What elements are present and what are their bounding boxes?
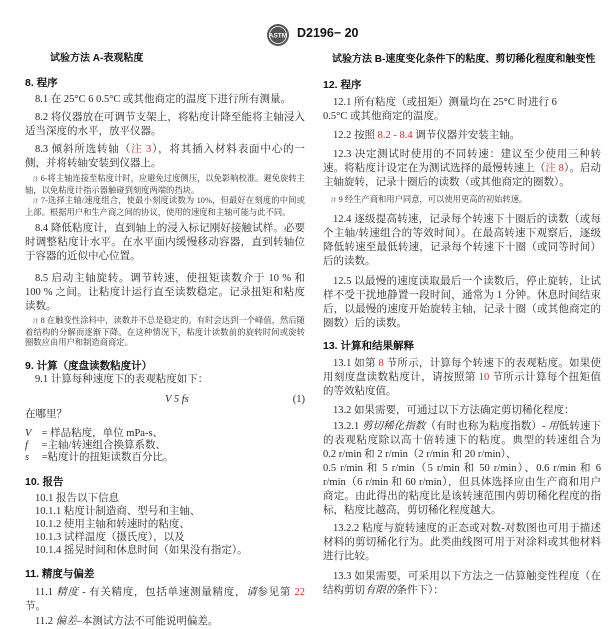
astm-logo: [266, 23, 290, 47]
definition-text: =主轴/转速组合换算系数、: [39, 439, 166, 451]
text-run: 9.1 计算每种速度下的表观粘度如下：: [35, 373, 209, 385]
section-11-heading: 11. 精度与偏差: [25, 567, 95, 580]
text-run: 8.2 将仪器放在可调节支架上，将粘度计降至能将主轴浸入适当深度的水平，放平仪器。: [25, 112, 305, 137]
definition-v: [25, 428, 305, 440]
paragraph-13-2-1: [323, 420, 601, 518]
cross-reference-link[interactable]: 8: [378, 357, 384, 369]
definition-symbol: V: [25, 427, 32, 439]
cross-reference-link[interactable]: 22: [294, 586, 306, 598]
text-run: 有限的: [365, 584, 397, 596]
text-run: 节所示计算每个扭矩值的等效粘度值。: [323, 371, 602, 397]
text-run: –本测试方法不可能说明偏差。: [76, 615, 219, 627]
paragraph-8-3: [25, 143, 305, 171]
paragraph-8-5: [25, 272, 305, 314]
method-b-title: 试验方法 B-速度变化条件下的粘度、剪切稀化程度和触变性: [332, 54, 596, 65]
right-column: [323, 53, 601, 598]
text-run: 调节仪器并安装主轴。: [412, 130, 521, 141]
text-run: 12.3 决定测试时使用的不同转速：建议至少使用三种转速。将粘度计设定在为测试选择的最慢转速上（: [323, 149, 601, 174]
text-run: ），将其插入材料表面中心的一侧，并将转轴安装到仪器上。: [25, 144, 305, 169]
text-run: 精度: [56, 586, 79, 598]
text-run: 参见第: [257, 586, 295, 598]
report-item: 10.1.2 使用主轴和转速时的粘度、: [35, 518, 190, 530]
paragraph-13-2-2: [323, 522, 601, 564]
report-item: 10.1 报告以下信息: [35, 492, 119, 504]
note-9: [323, 195, 601, 207]
text-run: 剪切稀化指数: [361, 420, 426, 432]
paragraph-8-1: [25, 93, 305, 107]
method-a-title: 试验方法 A-表观粘度: [50, 53, 144, 64]
text-run: 11.1: [35, 586, 57, 598]
paragraph-9-1: [25, 373, 305, 387]
text-run: 12.4 逐级提高转速，记录每个转速下十圈后的读数（或每个主轴/转速组合的等效时间）。在最高转速下观察后，逐级降低转速至最低转速，记录每个转速下十圈（或同等时间）后的读数。: [323, 213, 601, 267]
paragraph-13-2: [323, 404, 601, 418]
text-run: 节所示，计算每个转速下的表观粘度。如果使用刻度盘读数粘度计，请按照第: [323, 357, 602, 383]
paragraph-12-5: [323, 275, 601, 331]
paragraph-8-4: [25, 222, 305, 264]
section-9-heading: 9. 计算（度盘读数粘度计）: [25, 359, 153, 372]
equation-1: [25, 393, 305, 407]
text-run: 8.5 启动主轴旋转。调节转速，使扭矩读数介于 10 % 和 100 % 之间。让粘度计运行直至读数稳定。记录扭矩和粘度读数。: [25, 273, 305, 312]
section-13-heading: 13. 计算和结果解释: [323, 339, 415, 352]
paragraph-12-3: [323, 148, 601, 190]
paragraph-12-2: [323, 129, 601, 143]
text-run: 12.1 所有粘度（或扭矩）测量均在 25°C 时进行 6 0.5°C 或其他商定的温度。: [323, 97, 557, 122]
cross-reference-link[interactable]: 8.2 - 8.4: [377, 130, 413, 141]
section-8-heading: 8. 程序: [25, 77, 58, 89]
paragraph-8-2: [25, 111, 305, 139]
equation-formula: V 5 fs: [165, 393, 189, 405]
text-run: 6-将主轴连接至粘度计时，应避免过度侧压，以免影响校准。避免旋转主轴，以免粘度计指示器触碰到刻度两端的挡块。: [25, 174, 305, 195]
text-run: 11.2: [35, 615, 56, 627]
paragraph-12-4: [323, 213, 601, 269]
left-column: [25, 52, 305, 629]
text-run: 12.5 以最慢的速度读取最后一个读数后，停止旋转，让试样不受干扰地静置一段时间，通常为 1 分钟。休息时间结束后，以最慢的速度开始旋转主轴，记录十圈（或其他商定的圈数）后的读数。: [323, 275, 601, 329]
definition-symbol: f: [25, 439, 28, 451]
note-label: 注: [33, 319, 39, 325]
text-run: 7-选择主轴/速度组合，使最小刻度读数为 10%，但最好在刻度的中间或上部。根据用户和生产商之间的协议，使用的速度和主轴可能与此不同。: [25, 196, 305, 217]
text-run: 8.3 倾斜所选转轴（: [35, 144, 132, 155]
paragraph-12-1: [323, 96, 601, 124]
text-run: 13.2 如果需要，可通过以下方法确定剪切稀化程度：: [333, 404, 575, 416]
note-label: 注: [33, 199, 39, 205]
text-run: 偏差: [55, 615, 77, 627]
paragraph-11-2: [25, 615, 305, 629]
svg-text:ASTM: ASTM: [268, 32, 288, 40]
paragraph-13-1: [323, 357, 601, 399]
text-run: 13.2.1: [333, 420, 362, 432]
section-12-heading: 12. 程序: [323, 79, 362, 91]
definition-text: =粘度计的扭矩读数百分比。: [39, 451, 174, 463]
definition-text: = 样品粘度，单位 mPa-s、: [39, 427, 164, 439]
text-run: 13.2.2 粘度与旋转速度的正态或对数-对数图也可用于描述材料的剪切稀化行为。此类曲线图可用于对涂料或其他材料进行比较。: [323, 522, 601, 562]
document-code: D2196− 20: [297, 26, 359, 40]
definition-f: [25, 440, 305, 452]
text-run: 13.1 如第: [333, 357, 379, 369]
note-label: 注: [33, 177, 39, 183]
text-run: 13.3 如果需要，可采用以下方法之一估算触变性程度（在结构剪切: [323, 570, 601, 596]
text-run: ）。启动主轴旋转，记录十圈后的读数（或其他商定的圈数）。: [323, 163, 602, 188]
text-run: 8.4 降低粘度计，直到轴上的浸入标记刚好接触试样。必要时调整粘度计水平。在水平面内缓慢移动容器，直到转轴位于容器的近似中心位置。: [25, 223, 305, 262]
text-run: 低转速下的表观粘度除以高十倍转速下的粘度。典型的转速组合为 0.2 r/min 和 2 r/min（2 r/min 和 20 r/min）、 0.5 r/min 和 5 r/min（5 r/min 和 50 r/min）、0.6 r/min 和 6 r/min（6 r/min 和 60 r/min），但具体选择应由生产商和用户商定。由此得出的粘度比是该转速范围内剪切稀化程度的指标，粘度比越高，剪切稀化程度越大。: [323, 420, 602, 516]
equation-number: (1): [292, 393, 305, 405]
definition-s: [25, 452, 305, 464]
text-run: 请: [246, 586, 258, 598]
paragraph-13-3: [323, 570, 601, 598]
report-item: 10.1.4 摇晃时间和休息时间（如果没有指定）。: [35, 544, 248, 556]
definition-symbol: s: [25, 451, 30, 463]
note-7: [25, 196, 305, 218]
text-run: 12.2 按照: [333, 130, 378, 141]
note-6: [25, 174, 305, 196]
cross-reference-link[interactable]: 注 3: [131, 144, 152, 155]
note-label: 注: [331, 198, 337, 204]
where-label: 在哪里？: [25, 408, 67, 420]
text-run: 9 经生产商和用户同意，可以使用更高的初始转速。: [336, 195, 528, 204]
report-item: 10.1.1 粘度计制造商、型号和主轴、: [35, 505, 201, 517]
note-8: [25, 316, 305, 349]
text-run: （有时也称为粘度指数）-: [425, 420, 549, 432]
report-item: 10.1.3 试样温度（摄氏度），以及: [35, 531, 185, 543]
section-10-heading: 10. 报告: [25, 475, 64, 488]
text-run: 用: [548, 420, 559, 432]
paragraph-11-1: [25, 586, 305, 614]
text-run: 节。: [25, 600, 46, 612]
text-run: - 有关精度，包括单速测量精度，: [78, 586, 247, 598]
cross-reference-link[interactable]: 注 8: [545, 163, 564, 174]
text-run: 8.1 在 25°C 6 0.5°C 或其他商定的温度下进行所有测量。: [35, 94, 292, 105]
text-run: 8 在触变性涂料中，读数并不总是稳定的。有时会达到一个峰值，然后随着结构的分解而逐渐下降。在这种情况下，粘度计读数前的旋转时间或旋转圈数应由用户和制造商商定。: [25, 316, 305, 347]
text-run: 条件下）：: [396, 584, 444, 596]
cross-reference-link[interactable]: 10: [478, 371, 490, 383]
